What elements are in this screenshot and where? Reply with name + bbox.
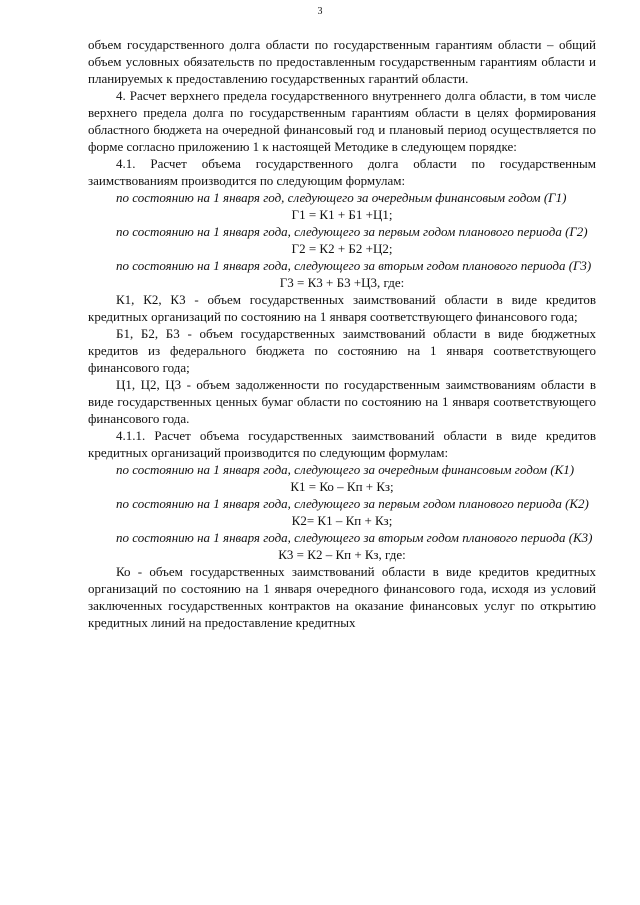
paragraph-guarantees-definition: объем государственного долга области по государственным гарантиям области – общий объем условных обязательств по предоставленным государственным гарантиям области и планируемых к предоставлению государственных гарантий области. (88, 37, 596, 86)
condition-g2: по состоянию на 1 января года, следующего за первым годом планового периода (Г2) (116, 224, 588, 239)
condition-k1: по состоянию на 1 января года, следующего за очередным финансовым годом (К1) (116, 462, 575, 477)
definition-b: Б1, Б2, Б3 - объем государственных заимствований области в виде бюджетных кредитов из федерального бюджета по состоянию на 1 января соответствующего финансового года; (88, 326, 596, 375)
condition-k3: по состоянию на 1 января года, следующего за вторым годом планового периода (К3) (116, 530, 593, 545)
condition-g1: по состоянию на 1 января год, следующего за очередным финансовым годом (Г1) (116, 190, 567, 205)
paragraph-section-4: 4. Расчет верхнего предела государственного внутреннего долга области, в том числе верхнего предела долга по государственным гарантиям области в целях формирования областного бюджета на очередной финансовый год и плановый период осуществляется по форме согласно приложению 1 к настоящей Методике в следующем порядке: (88, 88, 596, 154)
formula-k3: К3 = К2 – Кп + Кз, где: (278, 547, 406, 562)
formula-g3: Г3 = К3 + Б3 +Ц3, где: (279, 275, 405, 290)
page-number: 3 (317, 6, 323, 17)
formula-g2: Г2 = К2 + Б2 +Ц2; (291, 241, 393, 256)
definition-k: К1, К2, К3 - объем государственных заимствований области в виде кредитов кредитных организаций по состоянию на 1 января соответствующего финансового года; (88, 292, 596, 324)
paragraph-section-4-1: 4.1. Расчет объема государственного долга области по государственным заимствованиям производится по следующим формулам: (88, 156, 596, 188)
definition-ko: Ко - объем государственных заимствований области в виде кредитов кредитных организаций по состоянию на 1 января очередного финансового года, исходя из условий заключенных государственных контрактов на оказание финансовых услуг по открытию кредитных линий на предоставление кредитных (88, 564, 596, 630)
formula-g1: Г1 = К1 + Б1 +Ц1; (291, 207, 393, 222)
formula-k2: К2= К1 – Кп + Кз; (291, 513, 393, 528)
paragraph-section-4-1-1: 4.1.1. Расчет объема государственных заимствований области в виде кредитов кредитных организаций производится по следующим формулам: (88, 428, 596, 460)
document-body (88, 36, 596, 631)
condition-k2: по состоянию на 1 января года, следующего за первым годом планового периода (К2) (116, 496, 589, 511)
formula-k1: К1 = Ко – Кп + Кз; (290, 479, 394, 494)
condition-g3: по состоянию на 1 января года, следующего за вторым годом планового периода (Г3) (116, 258, 592, 273)
definition-c: Ц1, Ц2, Ц3 - объем задолженности по государственным заимствованиям области в виде государственных ценных бумаг области по состоянию на 1 января соответствующего финансового года. (88, 377, 596, 426)
